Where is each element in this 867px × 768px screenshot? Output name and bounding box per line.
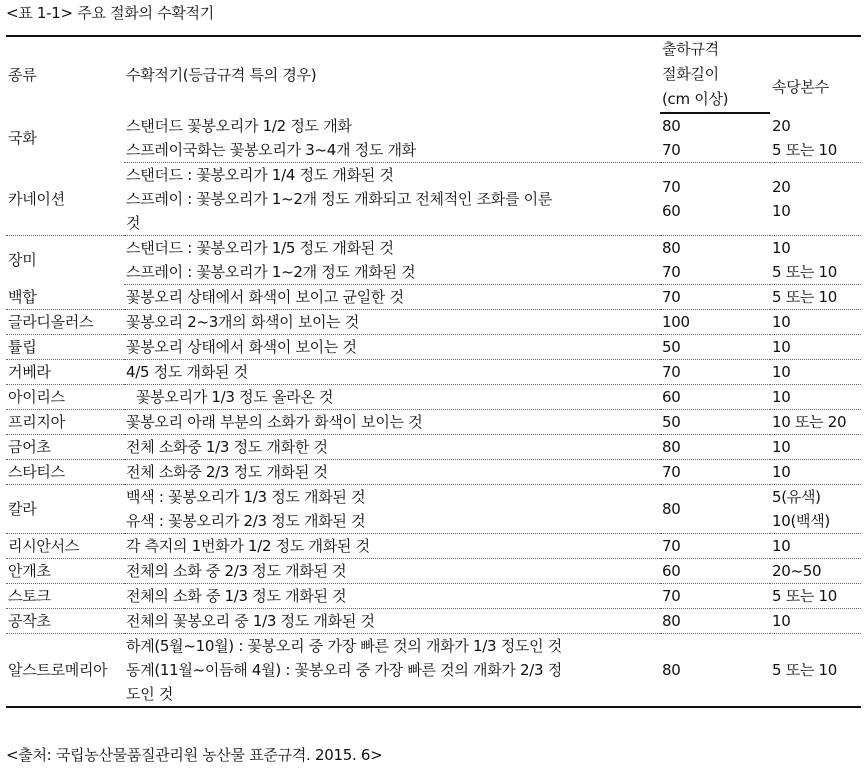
row-harvest: 전체 소화중 1/3 정도 개화한 것 xyxy=(124,435,660,460)
row-kind: 알스트로메리아 xyxy=(6,634,124,708)
harvest-table xyxy=(6,35,861,708)
table-row xyxy=(6,584,861,609)
harvest-line: 것 xyxy=(126,214,141,232)
harvest-line: 도인 것 xyxy=(126,685,174,703)
row-count xyxy=(770,485,861,534)
row-kind: 칼라 xyxy=(6,485,124,534)
row-kind: 거베라 xyxy=(6,360,124,385)
row-length xyxy=(660,163,770,236)
row-count: 20 xyxy=(772,116,791,135)
col-header-harvest: 수확적기(등급규격 특의 경우) xyxy=(124,36,660,113)
row-length: 70 xyxy=(660,460,770,485)
row-count: 5 또는 10 xyxy=(770,138,861,163)
table-row xyxy=(6,113,861,138)
row-length: 80 xyxy=(660,634,770,708)
row-kind: 안개초 xyxy=(6,559,124,584)
row-harvest xyxy=(124,485,660,534)
row-kind: 튤립 xyxy=(6,335,124,360)
count-value: 5(유색) xyxy=(772,488,821,506)
table-row xyxy=(6,138,861,163)
row-length: 80 xyxy=(662,239,681,257)
table-row xyxy=(6,260,861,285)
row-harvest: 각 측지의 1번화가 1/2 정도 개화된 것 xyxy=(124,534,660,559)
row-count: 10 xyxy=(772,239,791,257)
row-length: 60 xyxy=(660,385,770,410)
col-header-count: 속당본수 xyxy=(772,78,829,96)
table-row xyxy=(6,559,861,584)
table-row xyxy=(6,435,861,460)
col-header-kind: 종류 xyxy=(6,36,124,113)
table-row xyxy=(6,360,861,385)
row-count xyxy=(770,163,861,236)
row-harvest: 스프레이 : 꽃봉오리가 1~2개 정도 개화된 것 xyxy=(124,260,660,285)
count-value: 10(백색) xyxy=(772,512,830,530)
row-harvest xyxy=(124,163,660,236)
row-harvest: 꽃봉오리 상태에서 화색이 보이는 것 xyxy=(124,335,660,360)
table-row xyxy=(6,310,861,335)
row-length: 80 xyxy=(660,609,770,634)
table-row xyxy=(6,485,861,534)
row-kind: 공작초 xyxy=(6,609,124,634)
row-harvest xyxy=(124,634,660,708)
row-harvest: 꽃봉오리 아래 부분의 소화가 화색이 보이는 것 xyxy=(124,410,660,435)
row-harvest: 전체의 소화 중 1/3 정도 개화된 것 xyxy=(124,584,660,609)
table-row xyxy=(6,534,861,559)
row-harvest: 전체의 꽃봉오리 중 1/3 정도 개화된 것 xyxy=(124,609,660,634)
row-count: 5 또는 10 xyxy=(770,584,861,609)
row-kind: 스타티스 xyxy=(6,460,124,485)
row-count: 10 xyxy=(770,609,861,634)
row-count: 5 또는 10 xyxy=(770,260,861,285)
row-kind: 금어초 xyxy=(6,435,124,460)
row-kind: 프리지아 xyxy=(6,410,124,435)
row-harvest: 스프레이국화는 꽃봉오리가 3~4개 정도 개화 xyxy=(124,138,660,163)
row-length: 50 xyxy=(660,410,770,435)
row-length: 70 xyxy=(660,360,770,385)
row-count: 10 xyxy=(770,310,861,335)
row-kind: 리시안서스 xyxy=(6,534,124,559)
row-count: 10 xyxy=(770,435,861,460)
col-header-length-unit: (cm 이상) xyxy=(660,87,770,113)
table-row xyxy=(6,335,861,360)
row-count: 10 xyxy=(770,360,861,385)
row-length: 80 xyxy=(662,117,681,135)
col-header-shipping: 출하규격 xyxy=(660,36,861,62)
row-harvest: 스탠더드 꽃봉오리가 1/2 정도 개화 xyxy=(126,116,352,135)
row-kind: 카네이션 xyxy=(6,163,124,236)
table-caption: <표 1-1> 주요 절화의 수확적기 xyxy=(6,4,214,22)
row-length: 70 xyxy=(660,584,770,609)
row-kind: 스토크 xyxy=(6,584,124,609)
row-kind: 장미 xyxy=(8,251,37,270)
row-harvest: 꽃봉오리 2~3개의 화색이 보이는 것 xyxy=(124,310,660,335)
table-row xyxy=(6,634,861,708)
row-kind: 글라디올러스 xyxy=(6,310,124,335)
row-kind: 아이리스 xyxy=(6,385,124,410)
row-harvest: 꽃봉오리가 1/3 정도 올라온 것 xyxy=(124,385,660,410)
harvest-line: 하계(5월~10월) : 꽃봉오리 중 가장 빠른 것의 개화가 1/3 정도인 것 xyxy=(126,637,562,655)
table-row xyxy=(6,285,861,310)
row-length: 80 xyxy=(660,485,770,534)
row-count: 10 xyxy=(770,335,861,360)
row-harvest: 4/5 정도 개화된 것 xyxy=(124,360,660,385)
row-count: 10 xyxy=(770,460,861,485)
count-value: 20 xyxy=(772,178,791,196)
table-row xyxy=(6,385,861,410)
row-count: 5 또는 10 xyxy=(770,285,861,310)
harvest-line: 스탠더드 : 꽃봉오리가 1/4 정도 개화된 것 xyxy=(126,166,394,184)
row-length: 70 xyxy=(660,260,770,285)
row-count: 20~50 xyxy=(770,559,861,584)
row-harvest: 전체의 소화 중 2/3 정도 개화된 것 xyxy=(124,559,660,584)
row-length: 60 xyxy=(660,559,770,584)
harvest-line: 동계(11월~이듬해 4월) : 꽃봉오리 중 가장 빠른 것의 개화가 2/3 정 xyxy=(126,661,562,679)
count-value: 10 xyxy=(772,202,791,220)
row-harvest: 전체 소화중 2/3 정도 개화된 것 xyxy=(124,460,660,485)
row-count: 10 xyxy=(770,385,861,410)
source-note: <출처: 국립농산물품질관리원 농산물 표준규격. 2015. 6> xyxy=(6,746,383,764)
table-row xyxy=(6,460,861,485)
row-count: 5 또는 10 xyxy=(770,634,861,708)
col-header-length: 절화길이 xyxy=(662,65,719,83)
row-kind: 국화 xyxy=(8,128,37,147)
length-value: 60 xyxy=(662,202,681,220)
row-length: 70 xyxy=(660,285,770,310)
row-length: 50 xyxy=(660,335,770,360)
table-row xyxy=(6,609,861,634)
row-kind: 백합 xyxy=(6,285,124,310)
row-length: 80 xyxy=(660,435,770,460)
table-row xyxy=(6,163,861,236)
harvest-line: 유색 : 꽃봉오리가 2/3 정도 개화된 것 xyxy=(126,512,366,530)
length-value: 70 xyxy=(662,178,681,196)
row-length: 70 xyxy=(660,534,770,559)
row-length: 70 xyxy=(660,138,770,163)
table-row xyxy=(6,236,861,261)
row-harvest: 스탠더드 : 꽃봉오리가 1/5 정도 개화된 것 xyxy=(126,239,394,257)
table-row xyxy=(6,410,861,435)
row-count: 10 xyxy=(770,534,861,559)
row-harvest: 꽃봉오리 상태에서 화색이 보이고 균일한 것 xyxy=(124,285,660,310)
row-count: 10 또는 20 xyxy=(770,410,861,435)
row-length: 100 xyxy=(660,310,770,335)
harvest-line: 백색 : 꽃봉오리가 1/3 정도 개화된 것 xyxy=(126,488,366,506)
harvest-line: 스프레이 : 꽃봉오리가 1~2개 정도 개화되고 전체적인 조화를 이룬 xyxy=(126,190,553,208)
